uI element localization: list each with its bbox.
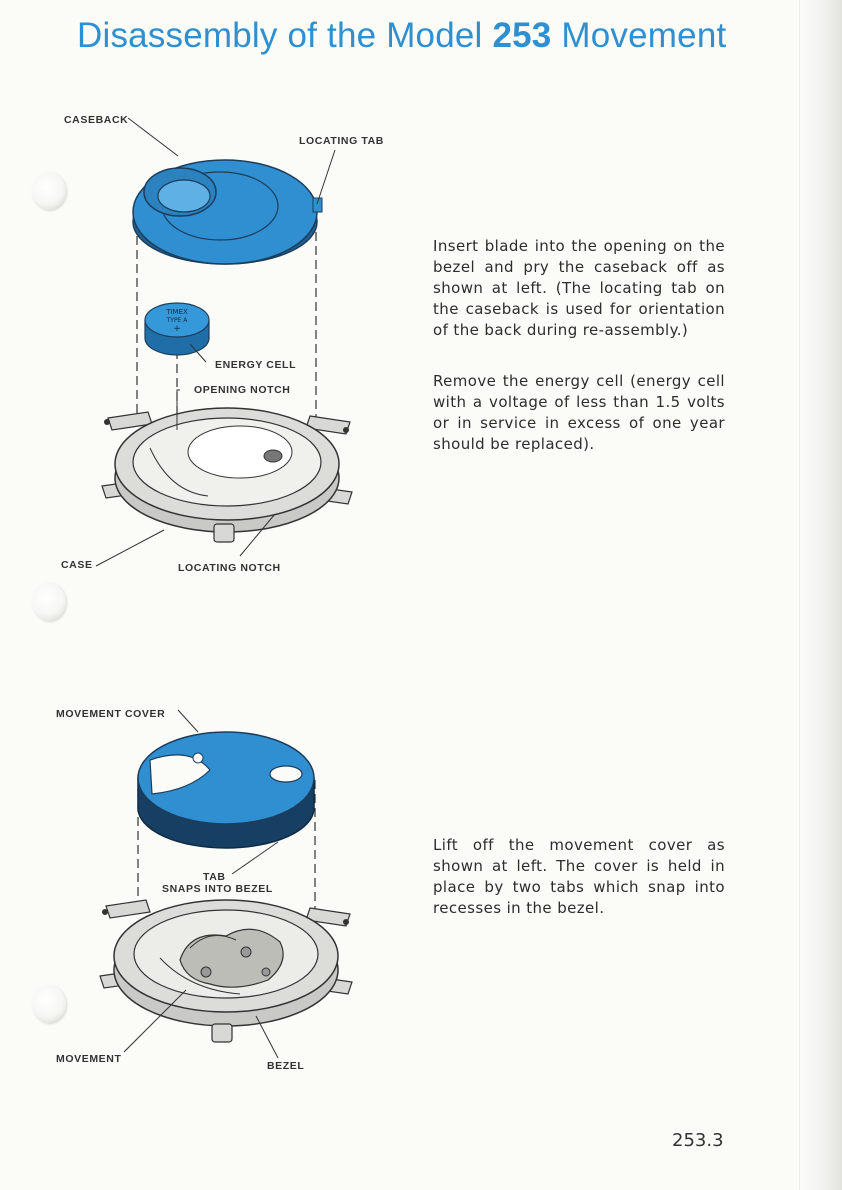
cell-marking-3: + xyxy=(173,324,181,334)
label-caseback: CASEBACK xyxy=(64,114,129,126)
title-suffix: Movement xyxy=(561,16,727,55)
label-case: CASE xyxy=(61,559,93,571)
cell-marking-1: TIMEX xyxy=(166,308,188,316)
watch-case-part xyxy=(102,408,352,542)
label-opening-notch: OPENING NOTCH xyxy=(194,384,291,396)
caseback-part xyxy=(133,160,322,264)
movement-cover-part xyxy=(138,732,314,848)
label-snaps-into-bezel: SNAPS INTO BEZEL xyxy=(162,883,273,895)
title-model-number: 253 xyxy=(492,16,552,55)
title-prefix: Disassembly of the Model xyxy=(77,16,483,55)
figure-movement-cover-removal xyxy=(40,690,420,1090)
label-bezel: BEZEL xyxy=(267,1060,305,1072)
crown-shape-2 xyxy=(212,1024,232,1042)
locating-tab-shape xyxy=(313,198,322,212)
crown-shape xyxy=(214,524,234,542)
page-right-edge xyxy=(799,0,842,1190)
energy-cell-part xyxy=(145,303,209,355)
label-energy-cell: ENERGY CELL xyxy=(215,359,297,371)
instruction-movement-cover: Lift off the movement cover as shown at left. The cover is held in place by two tabs which snap into recesses in the bezel. xyxy=(433,836,725,917)
instruction-caseback: Insert blade into the opening on the bezel and pry the caseback off as shown at left. (The locating tab on the caseback is used for orientation of the back during re-assembly.) xyxy=(433,237,725,339)
cell-marking-2: TYPE A xyxy=(166,317,188,324)
page-title xyxy=(77,16,726,56)
page-number: 253.3 xyxy=(672,1130,724,1151)
movement-case-part xyxy=(100,900,352,1042)
label-locating-tab: LOCATING TAB xyxy=(299,135,384,147)
label-tab: TAB xyxy=(203,871,226,883)
figure-caseback-removal xyxy=(40,100,420,590)
label-locating-notch: LOCATING NOTCH xyxy=(178,562,281,574)
label-movement: MOVEMENT xyxy=(56,1053,122,1065)
label-movement-cover: MOVEMENT COVER xyxy=(56,708,166,720)
instruction-energy-cell: Remove the energy cell (energy cell with a voltage of less than 1.5 volts or in service in excess of one year should be replaced). xyxy=(433,372,725,453)
